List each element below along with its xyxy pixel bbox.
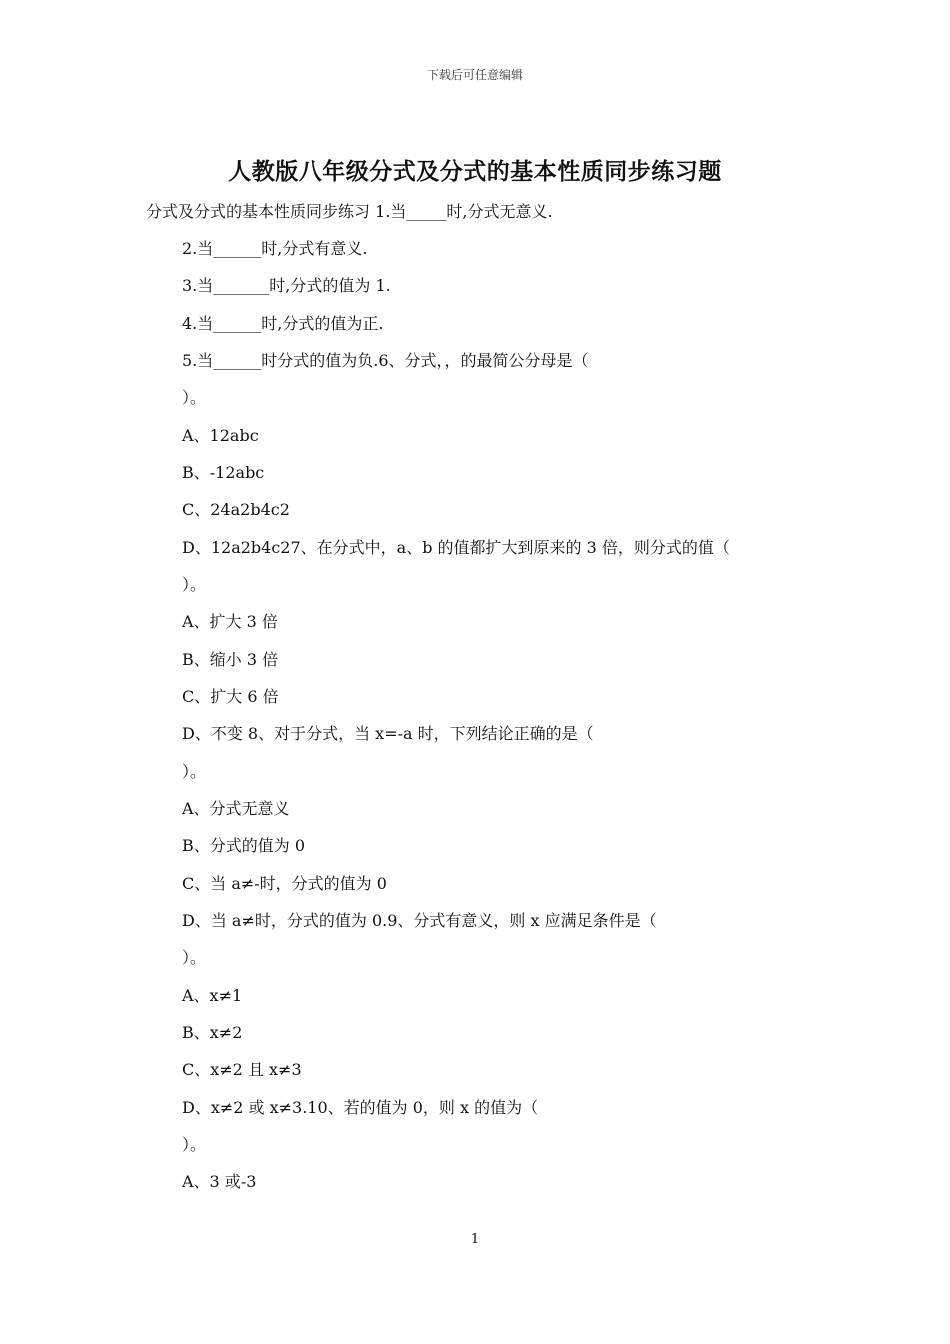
text-line: C、24a2b4c2: [182, 500, 290, 519]
text-line: B、-12abc: [182, 463, 265, 482]
text-line: D、不变 8、对于分式，当 x=-a 时，下列结论正确的是（: [182, 724, 594, 743]
document-title: 人教版八年级分式及分式的基本性质同步练习题: [228, 159, 722, 185]
text-line: A、12abc: [182, 426, 259, 445]
page-header: 下载后可任意编辑: [426, 68, 523, 82]
text-line: C、扩大 6 倍: [182, 687, 279, 706]
text-line: 5.当______时分式的值为负.6、分式，，的最简公分母是（: [182, 351, 589, 370]
text-line: C、当 a≠-时，分式的值为 0: [182, 874, 387, 893]
text-line: C、x≠2 且 x≠3: [182, 1060, 302, 1079]
text-line: ）。: [182, 948, 207, 967]
text-line: 2.当______时,分式有意义.: [182, 239, 368, 258]
text-line: D、12a2b4c27、在分式中，a、b 的值都扩大到原来的 3 倍，则分式的值（: [182, 538, 730, 557]
text-line: B、分式的值为 0: [182, 836, 306, 855]
page-number: 1: [470, 1232, 480, 1247]
text-line: D、当 a≠时，分式的值为 0.9、分式有意义，则 x 应满足条件是（: [182, 911, 657, 930]
text-line: 4.当______时,分式的值为正.: [182, 314, 384, 333]
text-line: B、缩小 3 倍: [182, 650, 279, 669]
text-line: D、x≠2 或 x≠3.10、若的值为 0，则 x 的值为（: [182, 1098, 539, 1117]
text-line: ）。: [182, 388, 207, 407]
text-line: 3.当_______时,分式的值为 1.: [182, 276, 391, 295]
text-line: A、x≠1: [182, 986, 243, 1005]
text-line: ）。: [182, 575, 207, 594]
text-line: B、x≠2: [182, 1023, 243, 1042]
text-line: 分式及分式的基本性质同步练习 1.当_____时,分式无意义.: [146, 202, 553, 221]
text-line: ）。: [182, 762, 207, 781]
text-line: ）。: [182, 1135, 207, 1154]
text-line: A、分式无意义: [182, 799, 290, 818]
text-line: A、3 或-3: [182, 1172, 257, 1191]
text-line: A、扩大 3 倍: [182, 612, 278, 631]
